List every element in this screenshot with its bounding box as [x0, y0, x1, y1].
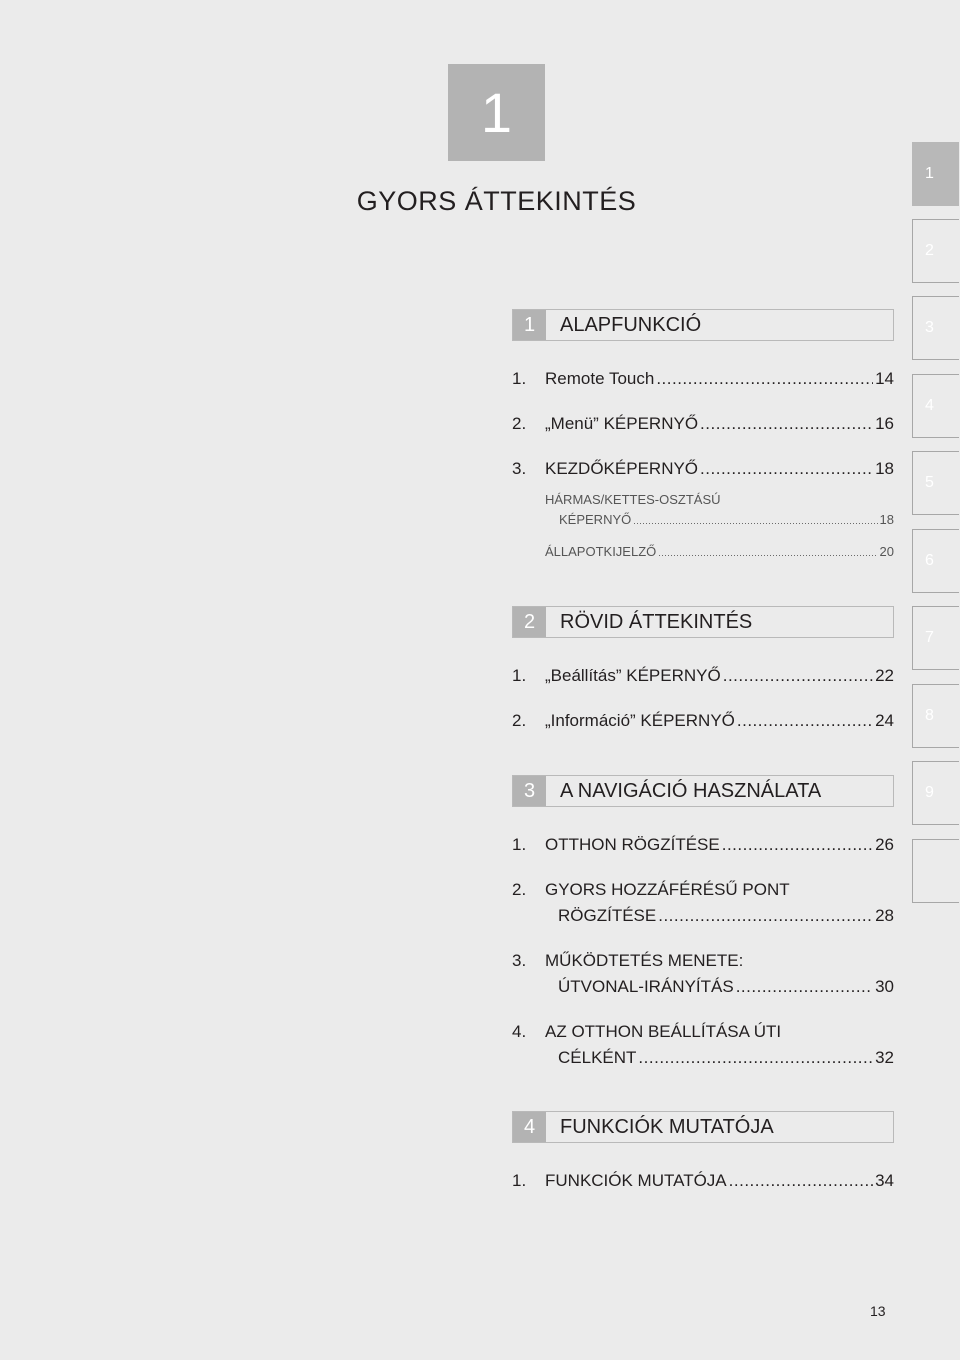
chapter-title: GYORS ÁTTEKINTÉS	[356, 186, 637, 216]
toc-entry[interactable]	[512, 366, 894, 392]
section-header-3[interactable]	[512, 775, 894, 807]
toc-subentry[interactable]	[545, 542, 894, 563]
section-number: 3	[513, 776, 546, 806]
subentry-page: 18	[879, 512, 894, 527]
entry-page: 30	[875, 977, 894, 996]
entry-label: „Menü” KÉPERNYŐ	[545, 414, 699, 433]
entry-page: 18	[875, 459, 894, 478]
entry-label: Remote Touch	[545, 369, 655, 388]
toc-entry[interactable]	[512, 663, 894, 689]
chapter-tab-4[interactable]: 4	[912, 374, 959, 438]
section-title: ALAPFUNKCIÓ	[560, 313, 702, 336]
chapter-tab-2[interactable]: 2	[912, 219, 959, 283]
section-number: 4	[513, 1112, 546, 1142]
toc-entry[interactable]	[512, 1168, 894, 1194]
entry-label: ÚTVONAL-IRÁNYÍTÁS	[558, 977, 734, 996]
chapter-tab-7[interactable]: 7	[912, 606, 959, 670]
entry-page: 28	[875, 906, 894, 925]
entry-label: OTTHON RÖGZÍTÉSE	[545, 835, 720, 854]
chapter-number-box: 1	[448, 64, 545, 161]
chapter-tab-5[interactable]: 5	[912, 451, 959, 515]
toc-entry[interactable]	[512, 708, 894, 734]
section-title: A NAVIGÁCIÓ HASZNÁLATA	[560, 779, 822, 802]
toc-entry[interactable]	[512, 877, 894, 929]
section-number: 2	[513, 607, 546, 637]
entry-number: 1.	[512, 666, 527, 685]
entry-number: 2.	[512, 880, 527, 899]
subentry-label: ÁLLAPOTKIJELZŐ	[545, 544, 657, 559]
entry-number: 1.	[512, 1171, 527, 1190]
entry-number: 1.	[512, 369, 527, 388]
entry-label-line1: GYORS HOZZÁFÉRÉSŰ PONT	[545, 880, 790, 899]
entry-page: 26	[875, 835, 894, 854]
section-header-2[interactable]	[512, 606, 894, 638]
entry-number: 4.	[512, 1022, 527, 1041]
toc-entry[interactable]	[512, 411, 894, 437]
entry-label: RÖGZÍTÉSE	[558, 906, 657, 925]
entry-page: 32	[875, 1048, 894, 1067]
entry-label: FUNKCIÓK MUTATÓJA	[545, 1171, 727, 1190]
toc-entry[interactable]	[512, 1019, 894, 1071]
toc-subentry[interactable]	[545, 490, 894, 531]
page-number: 13	[870, 1303, 886, 1319]
chapter-tab-9[interactable]: 9	[912, 761, 959, 825]
section-number: 1	[513, 310, 546, 340]
chapter-tab-3[interactable]: 3	[912, 296, 959, 360]
toc-entry[interactable]	[512, 832, 894, 858]
section-header-4[interactable]	[512, 1111, 894, 1143]
entry-label: „Beállítás” KÉPERNYŐ	[545, 666, 721, 685]
subentry-page: 20	[879, 544, 894, 559]
entry-number: 2.	[512, 711, 527, 730]
entry-number: 3.	[512, 459, 527, 478]
section-title: FUNKCIÓK MUTATÓJA	[560, 1115, 774, 1138]
chapter-tab-10[interactable]	[912, 839, 959, 903]
section-title: RÖVID ÁTTEKINTÉS	[560, 610, 753, 633]
subentry-label: KÉPERNYŐ	[559, 512, 632, 527]
chapter-tab-6[interactable]: 6	[912, 529, 959, 593]
toc-entry[interactable]	[512, 948, 894, 1000]
chapter-tab-8[interactable]: 8	[912, 684, 959, 748]
entry-number: 3.	[512, 951, 527, 970]
entry-label-line1: MŰKÖDTETÉS MENETE:	[545, 951, 744, 970]
entry-label: CÉLKÉNT	[558, 1048, 637, 1067]
entry-number: 2.	[512, 414, 527, 433]
toc-entry[interactable]	[512, 456, 894, 482]
entry-page: 16	[875, 414, 894, 433]
entry-number: 1.	[512, 835, 527, 854]
entry-page: 14	[875, 369, 894, 388]
chapter-tab-1[interactable]: 1	[912, 142, 959, 206]
section-header-1[interactable]	[512, 309, 894, 341]
subentry-label-line1: HÁRMAS/KETTES-OSZTÁSÚ	[545, 492, 721, 507]
entry-label: „Információ” KÉPERNYŐ	[545, 711, 735, 730]
entry-page: 34	[875, 1171, 894, 1190]
entry-label: KEZDŐKÉPERNYŐ	[545, 459, 699, 478]
entry-label-line1: AZ OTTHON BEÁLLÍTÁSA ÚTI	[545, 1022, 782, 1041]
entry-page: 22	[875, 666, 894, 685]
entry-page: 24	[875, 711, 894, 730]
